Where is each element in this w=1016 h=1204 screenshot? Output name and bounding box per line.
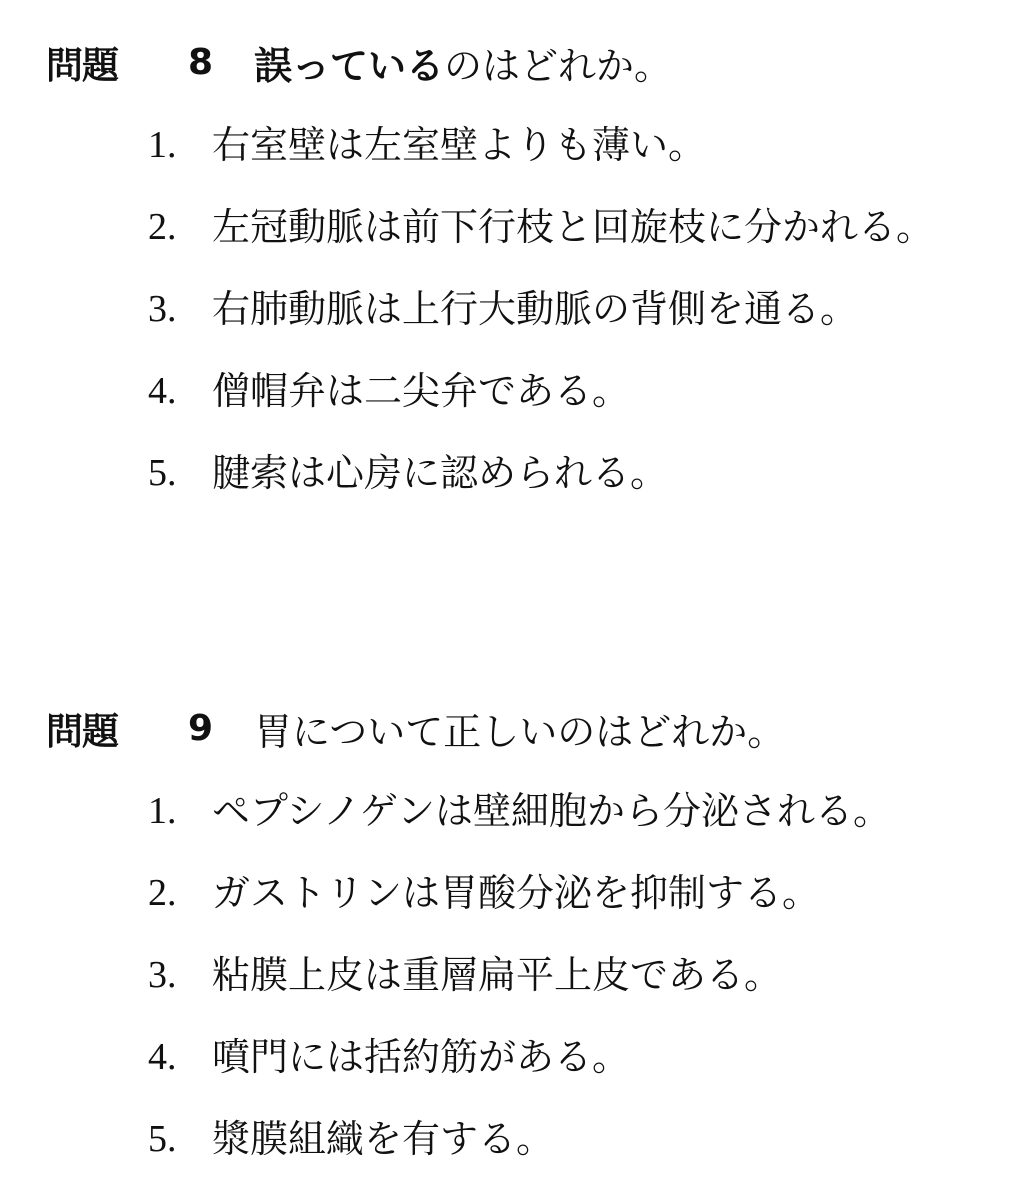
question-9: [0, 700, 1016, 1194]
question-stem-rest: 胃について正しいのはどれか。: [254, 709, 786, 754]
question-number: 9: [188, 707, 214, 749]
answer-options: [0, 784, 1016, 1166]
option-number: 3.: [148, 954, 177, 996]
answer-option-1[interactable]: [0, 784, 1016, 838]
option-number: 1.: [148, 790, 177, 832]
answer-option-3[interactable]: [0, 948, 1016, 1002]
question-stem: [254, 35, 672, 90]
question-stem: [254, 701, 785, 756]
question-header: [0, 34, 1016, 90]
option-text: 右室壁は左室壁よりも薄い。: [212, 123, 707, 167]
option-number: 5.: [148, 1118, 177, 1160]
question-8: [0, 34, 1016, 528]
answer-option-3[interactable]: [0, 282, 1016, 336]
answer-option-1[interactable]: [0, 118, 1016, 172]
option-number: 5.: [148, 452, 177, 494]
answer-option-5[interactable]: [0, 1112, 1016, 1166]
option-number: 2.: [148, 872, 177, 914]
option-text: 粘膜上皮は重層扁平上皮である。: [212, 953, 783, 997]
answer-option-4[interactable]: [0, 364, 1016, 418]
option-text: 噴門には括約筋がある。: [212, 1035, 631, 1079]
answer-option-2[interactable]: [0, 866, 1016, 920]
option-number: 2.: [148, 206, 177, 248]
answer-option-2[interactable]: [0, 200, 1016, 254]
option-text: ガストリンは胃酸分泌を抑制する。: [212, 871, 821, 915]
option-text: ペプシノゲンは壁細胞から分泌される。: [212, 789, 892, 833]
question-number: 8: [188, 41, 214, 83]
answer-option-4[interactable]: [0, 1030, 1016, 1084]
option-text: 右肺動脈は上行大動脈の背側を通る。: [212, 287, 859, 331]
question-stem-rest: のはどれか。: [444, 43, 673, 88]
option-text: 腱索は心房に認められる。: [212, 451, 669, 495]
option-text: 左冠動脈は前下行枝と回旋枝に分かれる。: [212, 205, 935, 249]
answer-option-5[interactable]: [0, 446, 1016, 500]
question-header: [0, 700, 1016, 756]
answer-options: [0, 118, 1016, 500]
option-number: 1.: [148, 124, 177, 166]
option-text: 僧帽弁は二尖弁である。: [212, 369, 631, 413]
option-number: 4.: [148, 1036, 177, 1078]
question-stem-emphasis: 誤っている: [254, 43, 445, 88]
question-label: 問題: [46, 710, 118, 753]
option-number: 4.: [148, 370, 177, 412]
option-number: 3.: [148, 288, 177, 330]
option-text: 漿膜組織を有する。: [212, 1117, 555, 1161]
question-label: 問題: [46, 44, 118, 87]
